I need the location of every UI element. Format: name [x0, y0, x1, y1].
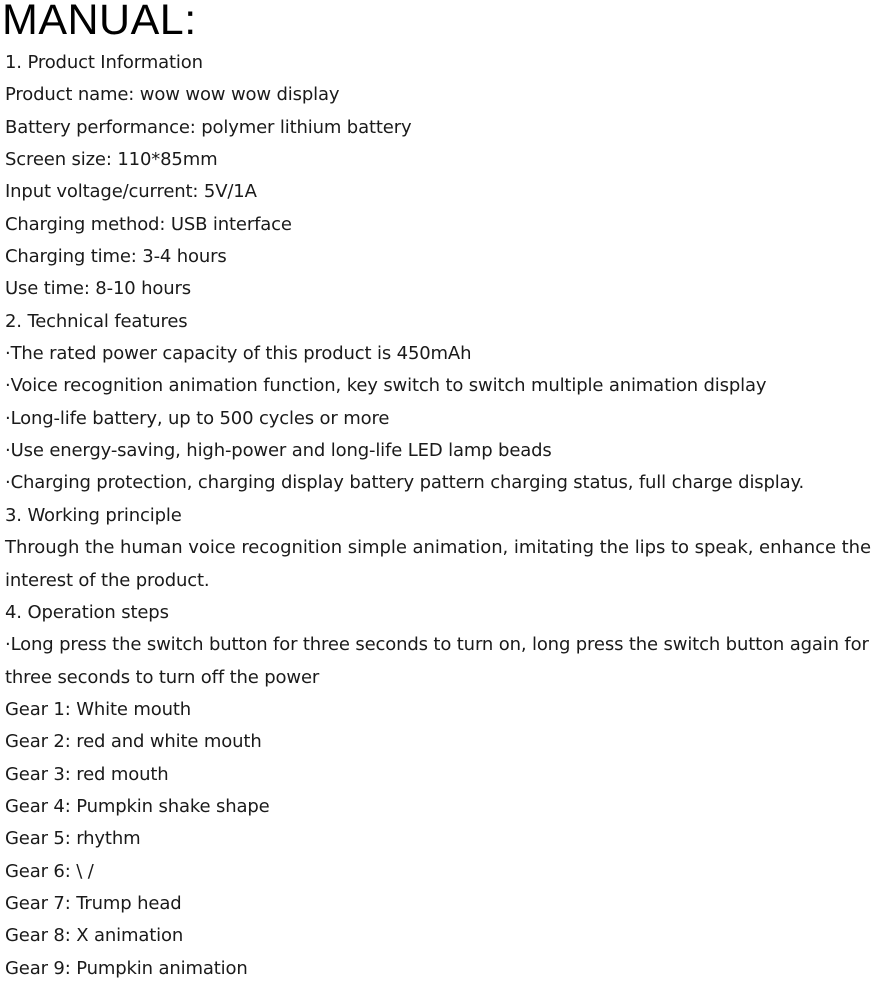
manual-lines	[5, 47, 871, 985]
operation-text-line-2: three seconds to turn off the power	[5, 666, 320, 688]
gear-5: Gear 5: rhythm	[5, 828, 141, 850]
spec-input-voltage: Input voltage/current: 5V/1A	[5, 181, 257, 203]
feature-voice-recognition: ·Voice recognition animation function, key switch to switch multiple animation display	[5, 375, 767, 397]
gear-9: Gear 9: Pumpkin animation	[5, 957, 248, 979]
spec-battery-performance: Battery performance: polymer lithium battery	[5, 116, 412, 138]
principle-text-line-1: Through the human voice recognition simple animation, imitating the lips to speak, enhance the	[5, 537, 872, 559]
manual-title: MANUAL:	[2, 0, 197, 44]
feature-led-lamp-beads: ·Use energy-saving, high-power and long-life LED lamp beads	[5, 440, 552, 462]
feature-charging-protection: ·Charging protection, charging display battery pattern charging status, full charge display.	[5, 472, 805, 494]
feature-long-life-battery: ·Long-life battery, up to 500 cycles or more	[5, 407, 390, 429]
operation-text-line-1: ·Long press the switch button for three seconds to turn on, long press the switch button again for	[5, 634, 869, 656]
spec-screen-size: Screen size: 110*85mm	[5, 149, 218, 171]
gear-2: Gear 2: red and white mouth	[5, 731, 262, 753]
section-heading-operation-steps: 4. Operation steps	[5, 601, 169, 623]
spec-product-name: Product name: wow wow wow display	[5, 84, 340, 106]
gear-1: Gear 1: White mouth	[5, 698, 192, 720]
gear-3: Gear 3: red mouth	[5, 763, 169, 785]
gear-8: Gear 8: X animation	[5, 925, 184, 947]
section-heading-product-information: 1. Product Information	[5, 52, 203, 73]
section-heading-technical-features: 2. Technical features	[5, 310, 188, 332]
spec-use-time: Use time: 8-10 hours	[5, 278, 191, 300]
principle-text-line-2: interest of the product.	[5, 569, 210, 591]
gear-4: Gear 4: Pumpkin shake shape	[5, 795, 270, 817]
section-heading-working-principle: 3. Working principle	[5, 504, 182, 526]
feature-rated-capacity: ·The rated power capacity of this product is 450mAh	[5, 343, 472, 365]
gear-7: Gear 7: Trump head	[5, 892, 182, 914]
spec-charging-time: Charging time: 3-4 hours	[5, 246, 227, 268]
gear-6: Gear 6: \ /	[5, 860, 94, 882]
spec-charging-method: Charging method: USB interface	[5, 213, 292, 235]
